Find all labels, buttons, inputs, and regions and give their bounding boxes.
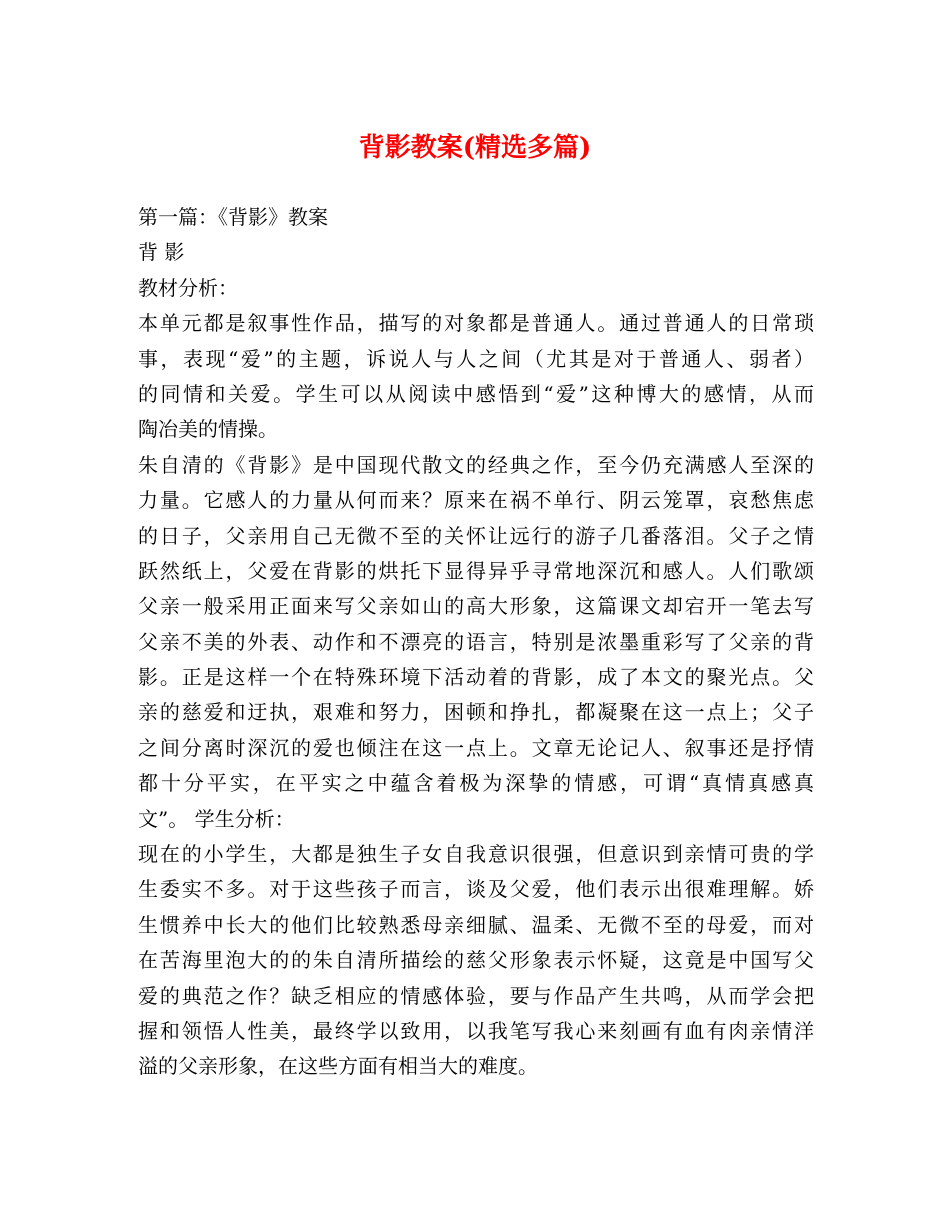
paragraph-line: 生惯养中长大的他们比较熟悉母亲细腻、温柔、无微不至的母爱，而对 [138, 912, 814, 937]
paragraph-line: 朱自清的《背影》是中国现代散文的经典之作，至今仍充满感人至深的 [138, 452, 814, 477]
paragraph-line: 陶冶美的情操。 [138, 417, 278, 442]
paragraph-line: 力量。它感人的力量从何而来？原来在祸不单行、阴云笼罩，哀愁焦虑 [138, 488, 814, 513]
paragraph-line: 跃然纸上，父爱在背影的烘托下显得异乎寻常地深沉和感人。人们歌颂 [138, 558, 814, 583]
paragraph-line: 之间分离时深沉的爱也倾注在这一点上。文章无论记人、叙事还是抒情 [138, 735, 814, 760]
paragraph-line: 事，表现“爱”的主题，诉说人与人之间（尤其是对于普通人、弱者） [138, 346, 814, 371]
heading-beiying: 背 影 [138, 240, 185, 265]
paragraph-line: 爱的典范之作？缺乏相应的情感体验，要与作品产生共鸣，从而学会把 [138, 983, 814, 1008]
paragraph-line: 影。正是这样一个在特殊环境下活动着的背影，成了本文的聚光点。父 [138, 665, 814, 690]
heading-material-analysis: 教材分析： [138, 275, 238, 300]
paragraph-line: 父亲不美的外表、动作和不漂亮的语言，特别是浓墨重彩写了父亲的背 [138, 629, 814, 654]
paragraph-line: 在苦海里泡大的的朱自清所描绘的慈父形象表示怀疑，这竟是中国写父 [138, 948, 814, 973]
paragraph-line: 本单元都是叙事性作品，描写的对象都是普通人。通过普通人的日常琐 [138, 311, 814, 336]
paragraph-line: 父亲一般采用正面来写父亲如山的高大形象，这篇课文却宕开一笔去写 [138, 594, 814, 619]
heading-section-one: 第一篇：《背影》教案 [138, 205, 328, 229]
document-title: 背影教案(精选多篇) [358, 133, 592, 163]
paragraph-line: 文”。 学生分析： [138, 806, 295, 831]
paragraph-line: 生委实不多。对于这些孩子而言，谈及父爱，他们表示出很难理解。娇 [138, 877, 814, 902]
paragraph-line: 的同情和关爱。学生可以从阅读中感悟到“爱”这种博大的感情，从而 [138, 381, 814, 406]
paragraph-line: 都十分平实，在平实之中蕴含着极为深挚的情感，可谓“真情真感真 [138, 771, 814, 796]
paragraph-line: 握和领悟人性美，最终学以致用，以我笔写我心来刻画有血有肉亲情洋 [138, 1018, 814, 1043]
paragraph-line: 现在的小学生，大都是独生子女自我意识很强，但意识到亲情可贵的学 [138, 842, 814, 867]
paragraph-line: 亲的慈爱和迂执，艰难和努力，困顿和挣扎，都凝聚在这一点上；父子 [138, 700, 814, 725]
paragraph-line: 溢的父亲形象，在这些方面有相当大的难度。 [138, 1054, 538, 1079]
document-body [138, 200, 814, 1085]
paragraph-line: 的日子，父亲用自己无微不至的关怀让远行的游子几番落泪。父子之情 [138, 523, 814, 548]
